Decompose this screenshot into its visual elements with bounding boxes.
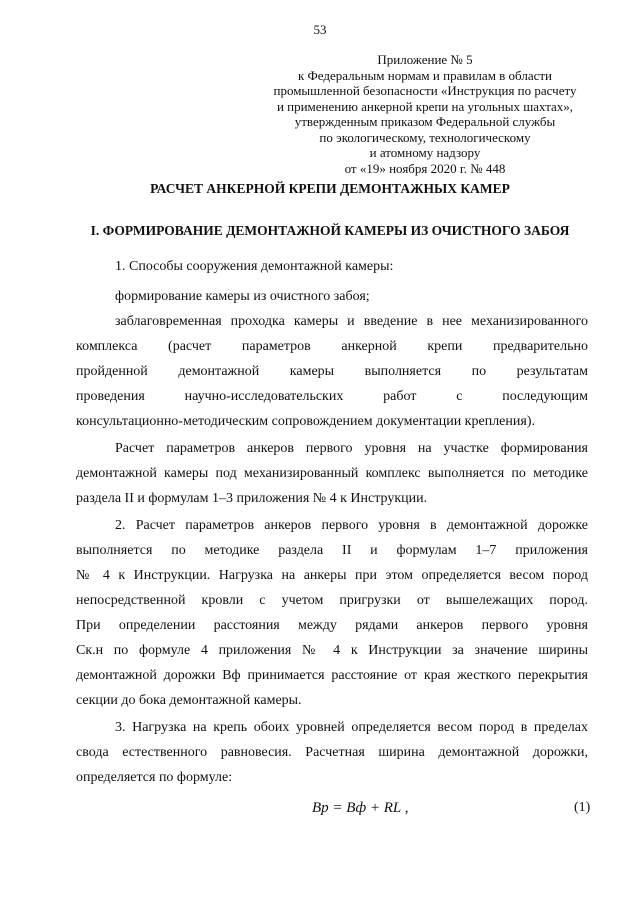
body-line: демонтажной камеры под механизированный комплекс выполняется по методике: [76, 466, 588, 481]
appendix-line: промышленной безопасности «Инструкция по расчету: [273, 83, 577, 98]
body-line: 3. Нагрузка на крепь обоих уровней определяется весом пород в пределах: [115, 720, 588, 735]
appendix-line: от «19» ноября 2020 г. № 448: [344, 160, 506, 176]
body-line: выполняется по методике раздела II и формулам 1–7 приложения: [76, 543, 588, 558]
body-line: проведения научно-исследовательских работ с последующим: [76, 389, 588, 404]
body-line: пройденной демонтажной камеры выполняется по результатам: [76, 364, 588, 379]
appendix-line: утвержденным приказом Федеральной службы: [294, 114, 556, 129]
appendix-line: к Федеральным нормам и правилам в области: [297, 67, 553, 83]
formula: Bр = Bф + RL ,: [312, 800, 409, 816]
body-line: свода естественного равновесия. Расчетная ширина демонтажной дорожки,: [76, 745, 588, 760]
body-line: раздела II и формулам 1–3 приложения № 4 к Инструкции.: [76, 491, 428, 506]
appendix-line: по экологическому, технологическому: [319, 129, 531, 145]
body-line: № 4 к Инструкции. Нагрузка на анкеры при этом определяется весом пород: [76, 568, 588, 583]
section-heading: I. ФОРМИРОВАНИЕ ДЕМОНТАЖНОЙ КАМЕРЫ ИЗ ОЧИСТНОГО ЗАБОЯ: [90, 223, 570, 238]
body-line: комплекса (расчет параметров анкерной крепи предварительно: [76, 339, 588, 354]
body-line: непосредственной кровли с учетом пригрузки от вышележащих пород.: [76, 593, 588, 608]
body-line: консультационно-методическим сопровождением документации крепления).: [76, 414, 535, 429]
appendix-line: Приложение № 5: [377, 52, 473, 67]
body-line: При определении расстояния между рядами анкеров первого уровня: [76, 618, 588, 633]
appendix-line: и атомному надзору: [369, 145, 481, 160]
body-line: формирование камеры из очистного забоя;: [115, 289, 370, 304]
document-title: РАСЧЕТ АНКЕРНОЙ КРЕПИ ДЕМОНТАЖНЫХ КАМЕР: [150, 181, 510, 196]
body-line: демонтажной дорожки Bф принимается расстояние от края жесткого перекрытия: [76, 668, 588, 683]
body-line: заблаговременная проходка камеры и введение в нее механизированного: [115, 314, 588, 329]
page-number: 53: [313, 22, 327, 37]
body-line: 1. Способы сооружения демонтажной камеры:: [115, 259, 394, 274]
body-line: Cк.н по формуле 4 приложения № 4 к Инструкции за значение ширины: [76, 643, 588, 658]
appendix-line: и применению анкерной крепи на угольных шахтах»,: [276, 98, 574, 114]
body-line: секции до бока демонтажной камеры.: [76, 693, 302, 708]
body-line: Расчет параметров анкеров первого уровня на участке формирования: [115, 441, 588, 456]
body-line: 2. Расчет параметров анкеров первого уровня в демонтажной дорожке: [115, 518, 588, 533]
formula-number: (1): [574, 800, 591, 815]
body-line: определяется по формуле:: [76, 770, 233, 785]
appendix-header: [250, 52, 600, 176]
